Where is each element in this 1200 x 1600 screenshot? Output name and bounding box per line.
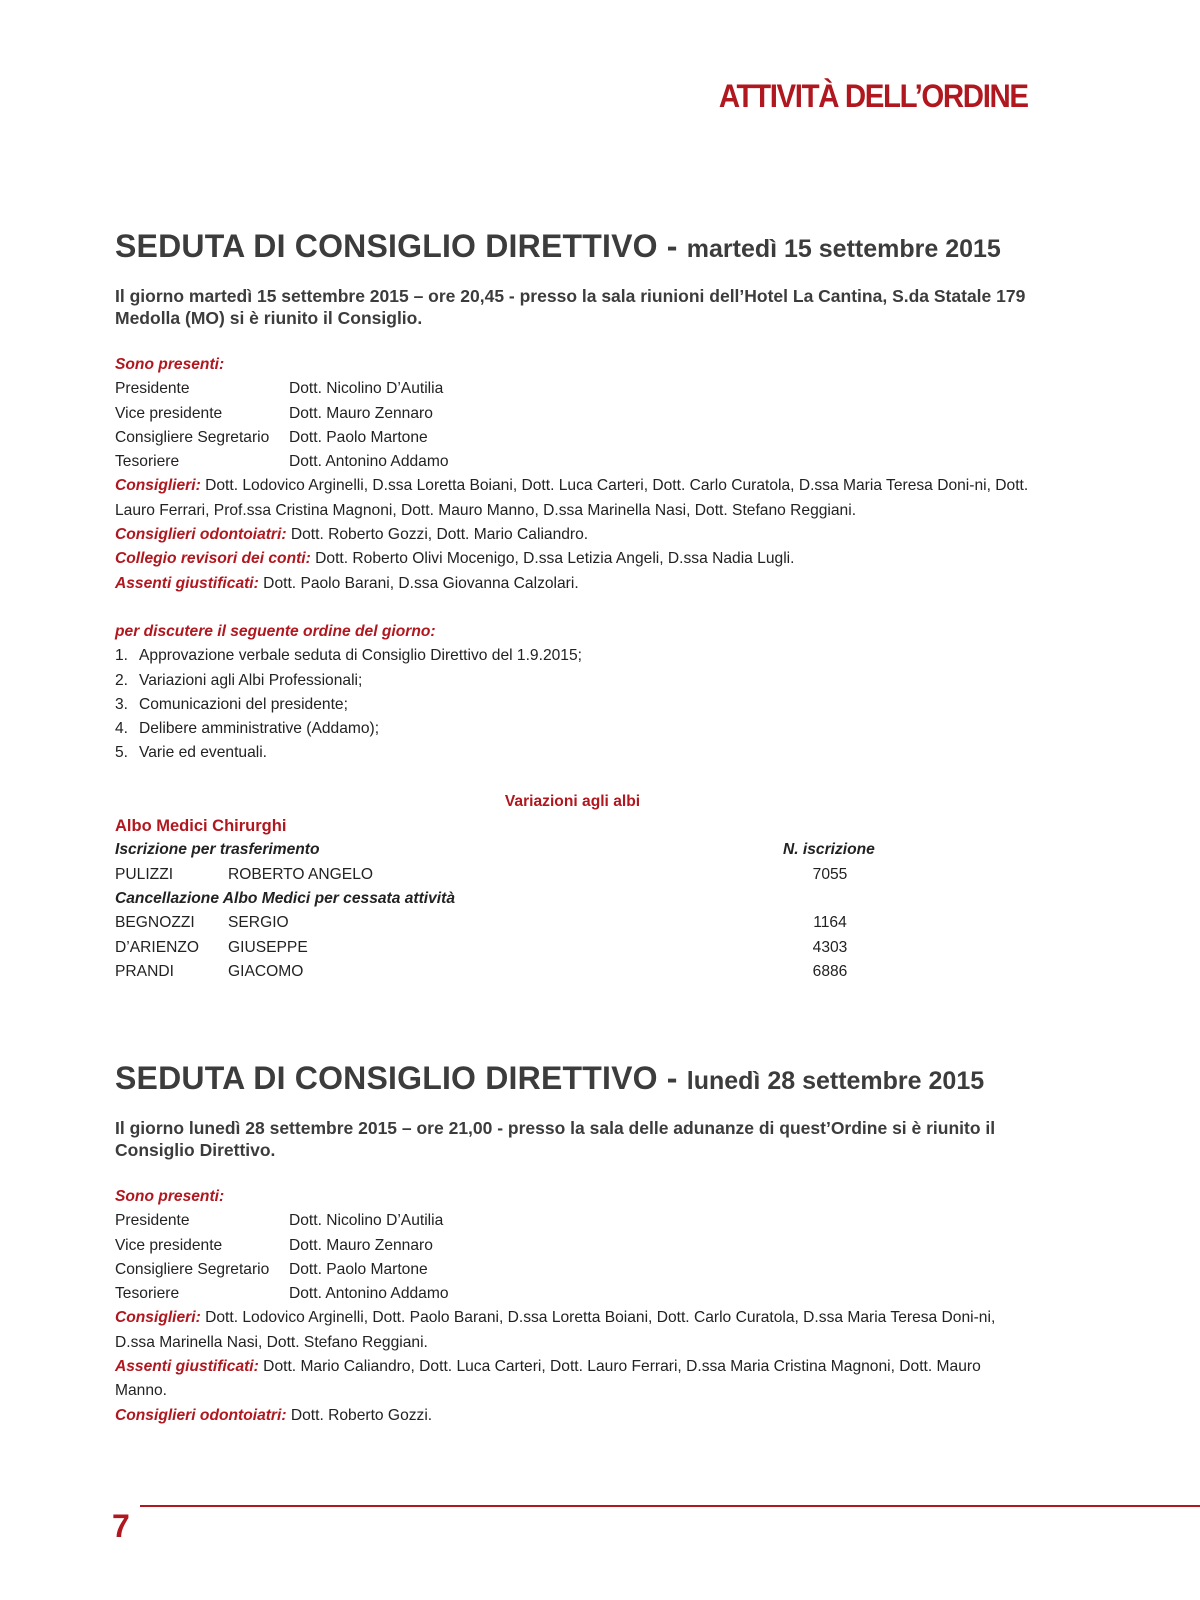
agenda-item: 1. Approvazione verbale seduta di Consiglio Direttivo del 1.9.2015;	[115, 647, 582, 665]
session-1-intro: Il giorno martedì 15 settembre 2015 – ore 20,45 - presso la sala riunioni dell’Hotel La Cantina, S.da Statale 179 Medolla (MO) si è riunito il Consiglio.	[115, 286, 1026, 328]
albo-title: Albo Medici Chirurghi	[115, 817, 287, 836]
agenda-label: per discutere il seguente ordine del giorno:	[115, 622, 436, 640]
agenda-item: 5. Varie ed eventuali.	[115, 744, 268, 762]
agenda-item: 3. Comunicazioni del presidente;	[115, 695, 348, 713]
agenda-item: 4. Delibere amministrative (Addamo);	[115, 720, 380, 738]
cancel-heading: Cancellazione Albo Medici per cessata attività	[115, 889, 456, 907]
table-row: D’ARIENZO GIUSEPPE 4303	[115, 938, 848, 956]
session-2-date: lunedì 28 settembre 2015	[686, 1067, 985, 1095]
officer-row: Tesoriere Dott. Antonino Addamo	[115, 1285, 449, 1303]
agenda-item: 2. Variazioni agli Albi Professionali;	[115, 671, 363, 689]
officer-row: Vice presidente Dott. Mauro Zennaro	[115, 1236, 433, 1254]
session-1-title-separator: -	[657, 228, 687, 264]
session-1-title-main: SEDUTA DI CONSIGLIO DIRETTIVO	[115, 228, 658, 264]
transfer-heading: Iscrizione per trasferimento N. iscrizione	[115, 838, 1030, 862]
footer-rule	[140, 1505, 1200, 1507]
page-number: 7	[112, 1508, 130, 1544]
absent-paragraph: Assenti giustificati: Dott. Paolo Barani, D.ssa Giovanna Calzolari.	[115, 574, 579, 592]
officer-row: Tesoriere Dott. Antonino Addamo	[115, 453, 449, 471]
section-header: ATTIVITÀ DELL’ORDINE	[719, 78, 1028, 114]
councillors-paragraph: Consiglieri: Dott. Lodovico Arginelli, Dott. Paolo Barani, D.ssa Loretta Boiani, Dott. Carlo Curatola, D.ssa Maria Teresa Doni-ni, D.ssa Marinella Nasi, Dott. Stefano Reggiani.	[115, 1309, 996, 1351]
table-row: PULIZZI ROBERTO ANGELO 7055	[115, 865, 848, 883]
table-row: BEGNOZZI SERGIO 1164	[115, 914, 847, 932]
dentists-paragraph: Consiglieri odontoiatri: Dott. Roberto Gozzi.	[115, 1406, 433, 1424]
number-heading: N. iscrizione	[783, 841, 875, 859]
officer-row: Consigliere Segretario Dott. Paolo Martone	[115, 428, 428, 446]
session-1-body	[115, 329, 1030, 984]
session-2	[115, 1058, 1030, 1428]
session-2-title	[115, 1058, 1030, 1101]
absent-paragraph: Assenti giustificati: Dott. Mario Caliandro, Dott. Luca Carteri, Dott. Lauro Ferrari, D.ssa Maria Cristina Magnoni, Dott. Mauro Manno.	[115, 1358, 981, 1400]
variations-title: Variazioni agli albi	[504, 792, 641, 810]
session-2-intro: Il giorno lunedì 28 settembre 2015 – ore 21,00 - presso la sala delle adunanze di quest’Ordine si è riunito il Consiglio Direttivo.	[115, 1118, 996, 1160]
present-label: Sono presenti:	[115, 356, 225, 373]
officer-row: Consigliere Segretario Dott. Paolo Martone	[115, 1260, 428, 1278]
dentists-paragraph: Consiglieri odontoiatri: Dott. Roberto Gozzi, Dott. Mario Caliandro.	[115, 526, 589, 544]
agenda-list	[115, 644, 1030, 765]
councillors-paragraph: Consiglieri: Dott. Lodovico Arginelli, D.ssa Loretta Boiani, Dott. Luca Carteri, Dott. Carlo Curatola, D.ssa Maria Teresa Doni-ni, Dott. Lauro Ferrari, Prof.ssa Cristina Magnoni, Dott. Mauro Manno, D.ssa Marinella Nasi, Dott. Stefano Reggiani.	[115, 477, 1029, 519]
session-1-date: martedì 15 settembre 2015	[686, 235, 1001, 263]
table-row: PRANDI GIACOMO 6886	[115, 962, 848, 980]
officer-row: Vice presidente Dott. Mauro Zennaro	[115, 404, 433, 422]
officer-row: Presidente Dott. Nicolino D’Autilia	[115, 380, 444, 398]
session-2-title-separator: -	[657, 1060, 687, 1096]
session-1-title	[115, 226, 1030, 269]
session-1	[115, 226, 1030, 984]
present-label: Sono presenti:	[115, 1188, 225, 1205]
officer-row: Presidente Dott. Nicolino D’Autilia	[115, 1212, 444, 1230]
session-2-body	[115, 1161, 1030, 1428]
session-2-title-main: SEDUTA DI CONSIGLIO DIRETTIVO	[115, 1060, 658, 1096]
auditors-paragraph: Collegio revisori dei conti: Dott. Roberto Olivi Mocenigo, D.ssa Letizia Angeli, D.ssa Nadia Lugli.	[115, 550, 795, 568]
